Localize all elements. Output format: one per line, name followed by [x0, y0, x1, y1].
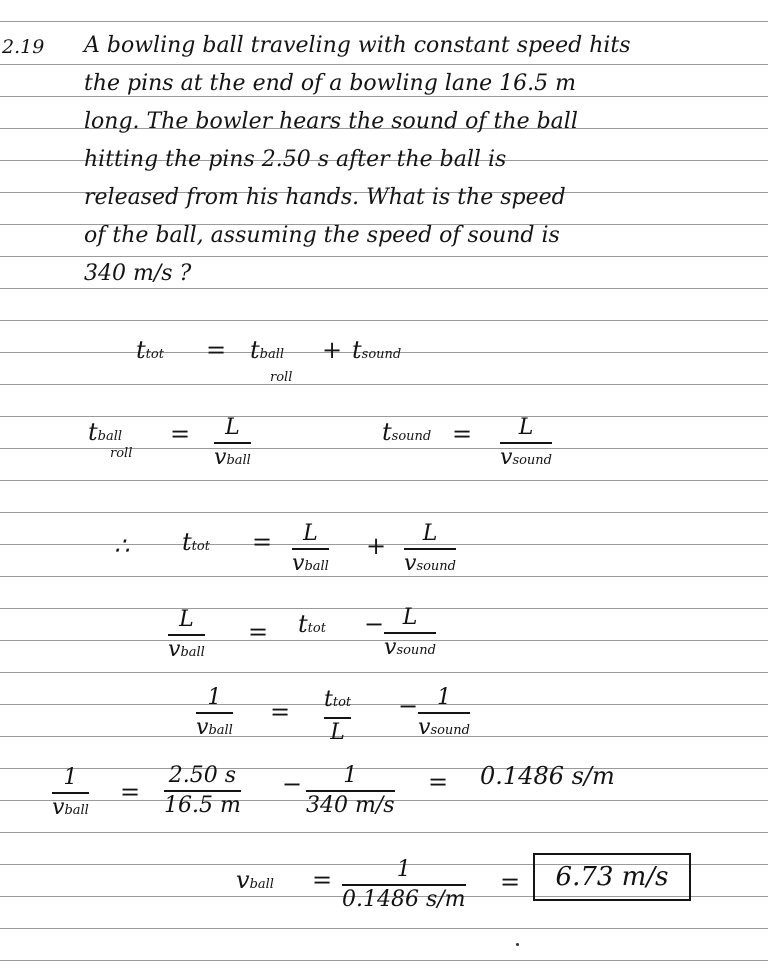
eq3-therefore: ∴	[114, 532, 130, 560]
eq2-rhs-fraction: L vsound	[500, 415, 553, 470]
eq4-lhs-fraction: L vball	[168, 607, 205, 662]
eq3-plus: +	[366, 532, 387, 560]
problem-line-4: hitting the pins 2.50 s after the ball is	[84, 147, 507, 172]
eq1-term2: tsound	[352, 336, 402, 364]
eq6-minus: −	[282, 770, 303, 798]
problem-line-3: long. The bowler hears the sound of the ball	[84, 109, 578, 134]
eq2-equals: =	[170, 420, 191, 448]
eq2-lhs-sub-bottom: roll	[110, 446, 133, 461]
eq5-minus: −	[398, 692, 419, 720]
eq7-lhs: vball	[236, 866, 274, 894]
eq5-fraction-2: 1 vsound	[418, 685, 471, 740]
eq2-rhs-equals: =	[452, 420, 473, 448]
eq5-equals: =	[270, 698, 291, 726]
eq7-equals-2: =	[500, 868, 521, 896]
eq5-fraction-1: ttot L	[324, 687, 352, 745]
eq3-equals: =	[252, 528, 273, 556]
eq4-t-tot: ttot	[298, 610, 326, 638]
eq5-lhs-fraction: 1 vball	[196, 685, 233, 740]
problem-line-2: the pins at the end of a bowling lane 16.5 m	[84, 71, 576, 96]
eq2-rhs-lhs: tsound	[382, 418, 432, 446]
eq3-lhs: ttot	[182, 528, 210, 556]
eq6-fraction-2: 1 340 m/s	[306, 763, 395, 818]
eq6-equals: =	[120, 778, 141, 806]
problem-line-6: of the ball, assuming the speed of sound is	[84, 223, 560, 248]
problem-line-1: A bowling ball traveling with constant speed hits	[84, 33, 631, 58]
eq4-minus: −	[364, 610, 385, 638]
eq6-result: 0.1486 s/m	[480, 762, 615, 790]
problem-line-7: 340 m/s ?	[84, 261, 192, 286]
eq2-fraction: L vball	[214, 415, 251, 470]
problem-line-5: released from his hands. What is the speed	[84, 185, 566, 210]
answer-value: 6.73 m/s	[555, 862, 669, 892]
eq6-equals-2: =	[428, 768, 449, 796]
eq3-fraction-2: L vsound	[404, 521, 457, 576]
answer-box	[533, 853, 691, 901]
eq1-equals: =	[206, 336, 227, 364]
eq3-fraction-1: L vball	[292, 521, 329, 576]
eq4-equals: =	[248, 618, 269, 646]
eq7-equals: =	[312, 866, 333, 894]
eq1-lhs: ttot	[136, 336, 164, 364]
problem-number: 2.19	[2, 36, 45, 58]
eq1-term1-sub-bottom: roll	[270, 370, 293, 385]
eq1-term1: tball	[250, 336, 285, 364]
eq2-lhs: tball	[88, 418, 123, 446]
eq1-plus: +	[322, 336, 343, 364]
eq6-fraction-1: 2.50 s 16.5 m	[164, 763, 241, 818]
pen-mark	[516, 943, 519, 946]
eq4-rhs-fraction: L vsound	[384, 605, 437, 660]
eq6-lhs-fraction: 1 vball	[52, 765, 89, 820]
eq7-fraction: 1 0.1486 s/m	[342, 857, 466, 912]
